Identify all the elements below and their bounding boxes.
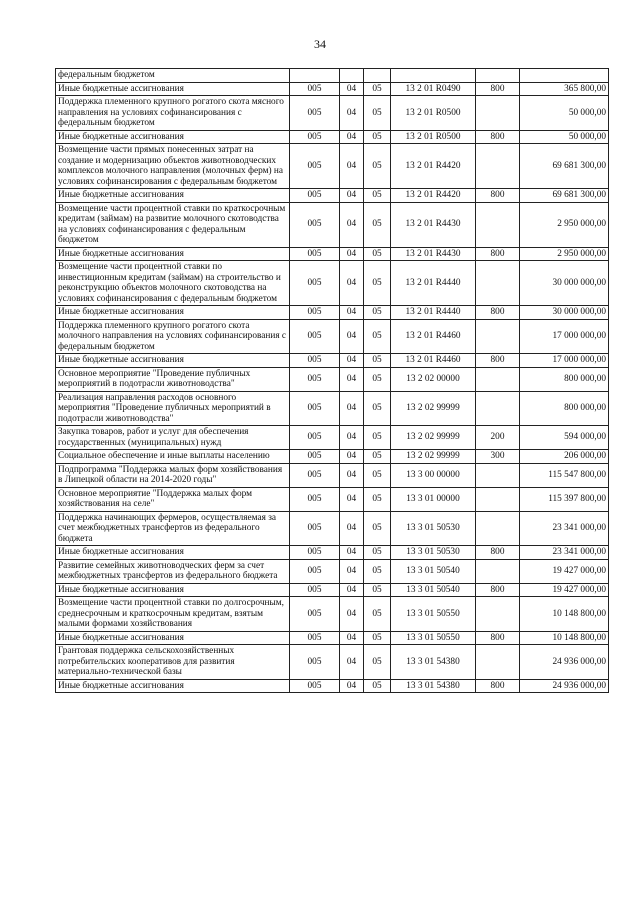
row-name-cell: Основное мероприятие "Проведение публичных мероприятий в подотрасли животноводства" — [56, 367, 290, 391]
amount-cell: 24 936 000,00 — [520, 679, 609, 693]
amount-cell: 2 950 000,00 — [520, 247, 609, 261]
subsection-code-cell: 05 — [364, 559, 391, 583]
row-name-cell: Возмещение части прямых понесенных затрат на создание и модернизацию объектов животноводческих комплексов молочного направления (молочных ферм) на условиях софинансирования с федеральным бюджетом — [56, 144, 290, 189]
subsection-code-cell: 05 — [364, 261, 391, 306]
ministry-code-cell: 005 — [290, 631, 340, 645]
row-name-cell: Социальное обеспечение и иные выплаты населению — [56, 450, 290, 464]
expense-type-cell — [476, 96, 520, 131]
section-code-cell: 04 — [340, 144, 364, 189]
target-article-cell: 13 3 01 50530 — [391, 546, 476, 560]
target-article-cell: 13 3 01 50550 — [391, 631, 476, 645]
section-code-cell: 04 — [340, 130, 364, 144]
amount-cell: 10 148 800,00 — [520, 631, 609, 645]
target-article-cell: 13 3 01 50550 — [391, 597, 476, 632]
ministry-code-cell: 005 — [290, 319, 340, 354]
amount-cell — [520, 69, 609, 83]
target-article-cell: 13 2 01 R0500 — [391, 96, 476, 131]
row-name-cell: Реализация направления расходов основного мероприятия "Проведение публичных мероприятий в подотрасли животноводства" — [56, 391, 290, 426]
table-row — [56, 96, 609, 131]
section-code-cell: 04 — [340, 559, 364, 583]
section-code-cell: 04 — [340, 546, 364, 560]
section-code-cell: 04 — [340, 319, 364, 354]
table-row — [56, 679, 609, 693]
amount-cell: 17 000 000,00 — [520, 319, 609, 354]
row-name-cell: Основное мероприятие "Поддержка малых форм хозяйствования на селе" — [56, 487, 290, 511]
expense-type-cell — [476, 511, 520, 546]
row-name-cell: Подпрограмма "Поддержка малых форм хозяйствования в Липецкой области на 2014-2020 годы" — [56, 463, 290, 487]
expense-type-cell — [476, 367, 520, 391]
amount-cell: 23 341 000,00 — [520, 546, 609, 560]
section-code-cell: 04 — [340, 189, 364, 203]
table-row — [56, 82, 609, 96]
section-code-cell: 04 — [340, 645, 364, 680]
row-name-cell: Возмещение части процентной ставки по инвестиционным кредитам (займам) на строительство и реконструкцию объектов молочного скотоводства на условиях софинансирования с федеральным бюджетом — [56, 261, 290, 306]
section-code-cell: 04 — [340, 583, 364, 597]
subsection-code-cell: 05 — [364, 82, 391, 96]
expense-type-cell: 800 — [476, 354, 520, 368]
subsection-code-cell: 05 — [364, 391, 391, 426]
row-name-cell: Закупка товаров, работ и услуг для обеспечения государственных (муниципальных) нужд — [56, 426, 290, 450]
row-name-cell: Поддержка племенного крупного рогатого скота молочного направления на условиях софинансирования с федеральным бюджетом — [56, 319, 290, 354]
section-code-cell: 04 — [340, 96, 364, 131]
expense-type-cell: 800 — [476, 583, 520, 597]
ministry-code-cell: 005 — [290, 426, 340, 450]
section-code-cell: 04 — [340, 597, 364, 632]
target-article-cell: 13 2 01 R4460 — [391, 319, 476, 354]
amount-cell: 10 148 800,00 — [520, 597, 609, 632]
expense-type-cell — [476, 645, 520, 680]
subsection-code-cell: 05 — [364, 306, 391, 320]
target-article-cell: 13 2 01 R4440 — [391, 261, 476, 306]
ministry-code-cell — [290, 69, 340, 83]
row-name-cell: Иные бюджетные ассигнования — [56, 189, 290, 203]
subsection-code-cell: 05 — [364, 354, 391, 368]
table-row — [56, 546, 609, 560]
ministry-code-cell: 005 — [290, 189, 340, 203]
amount-cell: 23 341 000,00 — [520, 511, 609, 546]
section-code-cell: 04 — [340, 487, 364, 511]
row-name-cell: Развитие семейных животноводческих ферм за счет межбюджетных трансфертов из федерального бюджета — [56, 559, 290, 583]
expense-type-cell: 800 — [476, 631, 520, 645]
section-code-cell: 04 — [340, 450, 364, 464]
target-article-cell: 13 2 01 R4420 — [391, 189, 476, 203]
expense-type-cell — [476, 597, 520, 632]
table-row — [56, 426, 609, 450]
table-row — [56, 597, 609, 632]
expense-type-cell: 800 — [476, 247, 520, 261]
row-name-cell: Иные бюджетные ассигнования — [56, 247, 290, 261]
amount-cell: 50 000,00 — [520, 130, 609, 144]
amount-cell: 19 427 000,00 — [520, 559, 609, 583]
table-row — [56, 247, 609, 261]
section-code-cell: 04 — [340, 463, 364, 487]
amount-cell: 800 000,00 — [520, 367, 609, 391]
section-code-cell: 04 — [340, 202, 364, 247]
table-row — [56, 144, 609, 189]
target-article-cell: 13 3 01 54380 — [391, 645, 476, 680]
amount-cell: 17 000 000,00 — [520, 354, 609, 368]
subsection-code-cell: 05 — [364, 679, 391, 693]
table-row — [56, 189, 609, 203]
amount-cell: 115 547 800,00 — [520, 463, 609, 487]
amount-cell: 594 000,00 — [520, 426, 609, 450]
row-name-cell: Иные бюджетные ассигнования — [56, 306, 290, 320]
section-code-cell: 04 — [340, 306, 364, 320]
section-code-cell: 04 — [340, 426, 364, 450]
row-name-cell: Иные бюджетные ассигнования — [56, 354, 290, 368]
ministry-code-cell: 005 — [290, 367, 340, 391]
amount-cell: 800 000,00 — [520, 391, 609, 426]
subsection-code-cell: 05 — [364, 450, 391, 464]
section-code-cell: 04 — [340, 391, 364, 426]
expense-type-cell: 800 — [476, 82, 520, 96]
subsection-code-cell: 05 — [364, 645, 391, 680]
ministry-code-cell: 005 — [290, 583, 340, 597]
subsection-code-cell: 05 — [364, 96, 391, 131]
table-row — [56, 367, 609, 391]
row-name-cell: Иные бюджетные ассигнования — [56, 679, 290, 693]
amount-cell: 115 397 800,00 — [520, 487, 609, 511]
row-name-cell: Иные бюджетные ассигнования — [56, 583, 290, 597]
expense-type-cell: 800 — [476, 130, 520, 144]
target-article-cell: 13 3 01 50540 — [391, 583, 476, 597]
expense-type-cell — [476, 319, 520, 354]
row-name-cell: Поддержка начинающих фермеров, осуществляемая за счет межбюджетных трансфертов из федерального бюджета — [56, 511, 290, 546]
page-number: 34 — [314, 37, 326, 51]
expense-type-cell — [476, 69, 520, 83]
table-row — [56, 130, 609, 144]
section-code-cell: 04 — [340, 247, 364, 261]
row-name-cell: Грантовая поддержка сельскохозяйственных потребительских кооперативов для развития материально-технической базы — [56, 645, 290, 680]
target-article-cell: 13 2 01 R4420 — [391, 144, 476, 189]
amount-cell: 30 000 000,00 — [520, 306, 609, 320]
expense-type-cell: 800 — [476, 306, 520, 320]
subsection-code-cell: 05 — [364, 597, 391, 632]
row-name-cell: федеральным бюджетом — [56, 69, 290, 83]
section-code-cell: 04 — [340, 511, 364, 546]
amount-cell: 50 000,00 — [520, 96, 609, 131]
section-code-cell: 04 — [340, 261, 364, 306]
amount-cell: 2 950 000,00 — [520, 202, 609, 247]
amount-cell: 69 681 300,00 — [520, 189, 609, 203]
ministry-code-cell: 005 — [290, 96, 340, 131]
section-code-cell: 04 — [340, 354, 364, 368]
target-article-cell: 13 3 01 50530 — [391, 511, 476, 546]
expense-type-cell — [476, 261, 520, 306]
subsection-code-cell: 05 — [364, 319, 391, 354]
expense-type-cell — [476, 391, 520, 426]
target-article-cell: 13 2 01 R0490 — [391, 82, 476, 96]
row-name-cell: Поддержка племенного крупного рогатого скота мясного направления на условиях софинансирования с федеральным бюджетом — [56, 96, 290, 131]
subsection-code-cell — [364, 69, 391, 83]
target-article-cell: 13 2 02 00000 — [391, 367, 476, 391]
amount-cell: 365 800,00 — [520, 82, 609, 96]
ministry-code-cell: 005 — [290, 354, 340, 368]
section-code-cell — [340, 69, 364, 83]
subsection-code-cell: 05 — [364, 426, 391, 450]
ministry-code-cell: 005 — [290, 391, 340, 426]
ministry-code-cell: 005 — [290, 463, 340, 487]
table-row — [56, 319, 609, 354]
table-row — [56, 391, 609, 426]
ministry-code-cell: 005 — [290, 546, 340, 560]
table-row — [56, 261, 609, 306]
table-row — [56, 487, 609, 511]
row-name-cell: Иные бюджетные ассигнования — [56, 546, 290, 560]
expense-type-cell — [476, 463, 520, 487]
subsection-code-cell: 05 — [364, 546, 391, 560]
table-row — [56, 645, 609, 680]
subsection-code-cell: 05 — [364, 247, 391, 261]
target-article-cell: 13 3 00 00000 — [391, 463, 476, 487]
row-name-cell: Иные бюджетные ассигнования — [56, 82, 290, 96]
amount-cell: 24 936 000,00 — [520, 645, 609, 680]
target-article-cell: 13 2 01 R4430 — [391, 202, 476, 247]
table-row — [56, 354, 609, 368]
ministry-code-cell: 005 — [290, 450, 340, 464]
ministry-code-cell: 005 — [290, 679, 340, 693]
subsection-code-cell: 05 — [364, 487, 391, 511]
ministry-code-cell: 005 — [290, 202, 340, 247]
table-row — [56, 559, 609, 583]
ministry-code-cell: 005 — [290, 645, 340, 680]
table-row — [56, 583, 609, 597]
table-row — [56, 69, 609, 83]
table-row — [56, 450, 609, 464]
target-article-cell: 13 3 01 54380 — [391, 679, 476, 693]
expense-type-cell — [476, 202, 520, 247]
subsection-code-cell: 05 — [364, 511, 391, 546]
expense-type-cell — [476, 559, 520, 583]
subsection-code-cell: 05 — [364, 189, 391, 203]
target-article-cell: 13 2 02 99999 — [391, 450, 476, 464]
ministry-code-cell: 005 — [290, 487, 340, 511]
amount-cell: 206 000,00 — [520, 450, 609, 464]
ministry-code-cell: 005 — [290, 144, 340, 189]
section-code-cell: 04 — [340, 679, 364, 693]
expense-type-cell: 800 — [476, 546, 520, 560]
target-article-cell: 13 2 01 R4440 — [391, 306, 476, 320]
ministry-code-cell: 005 — [290, 247, 340, 261]
row-name-cell: Иные бюджетные ассигнования — [56, 631, 290, 645]
section-code-cell: 04 — [340, 82, 364, 96]
subsection-code-cell: 05 — [364, 463, 391, 487]
subsection-code-cell: 05 — [364, 202, 391, 247]
expense-type-cell: 800 — [476, 189, 520, 203]
budget-table — [55, 68, 609, 693]
ministry-code-cell: 005 — [290, 511, 340, 546]
row-name-cell: Возмещение части процентной ставки по долгосрочным, среднесрочным и краткосрочным кредитам, взятым малыми формами хозяйствования — [56, 597, 290, 632]
table-row — [56, 511, 609, 546]
expense-type-cell: 300 — [476, 450, 520, 464]
target-article-cell: 13 2 02 99999 — [391, 426, 476, 450]
target-article-cell: 13 2 02 99999 — [391, 391, 476, 426]
target-article-cell — [391, 69, 476, 83]
target-article-cell: 13 2 01 R4460 — [391, 354, 476, 368]
subsection-code-cell: 05 — [364, 144, 391, 189]
ministry-code-cell: 005 — [290, 130, 340, 144]
expense-type-cell: 800 — [476, 679, 520, 693]
ministry-code-cell: 005 — [290, 261, 340, 306]
section-code-cell: 04 — [340, 367, 364, 391]
amount-cell: 19 427 000,00 — [520, 583, 609, 597]
section-code-cell: 04 — [340, 631, 364, 645]
subsection-code-cell: 05 — [364, 130, 391, 144]
ministry-code-cell: 005 — [290, 82, 340, 96]
target-article-cell: 13 3 01 50540 — [391, 559, 476, 583]
row-name-cell: Иные бюджетные ассигнования — [56, 130, 290, 144]
table-row — [56, 463, 609, 487]
amount-cell: 69 681 300,00 — [520, 144, 609, 189]
ministry-code-cell: 005 — [290, 306, 340, 320]
target-article-cell: 13 2 01 R0500 — [391, 130, 476, 144]
target-article-cell: 13 2 01 R4430 — [391, 247, 476, 261]
subsection-code-cell: 05 — [364, 367, 391, 391]
ministry-code-cell: 005 — [290, 597, 340, 632]
table-row — [56, 202, 609, 247]
table-row — [56, 306, 609, 320]
expense-type-cell — [476, 144, 520, 189]
amount-cell: 30 000 000,00 — [520, 261, 609, 306]
table-row — [56, 631, 609, 645]
target-article-cell: 13 3 01 00000 — [391, 487, 476, 511]
subsection-code-cell: 05 — [364, 583, 391, 597]
subsection-code-cell: 05 — [364, 631, 391, 645]
row-name-cell: Возмещение части процентной ставки по краткосрочным кредитам (займам) на развитие молочного скотоводства на условиях софинансирования с федеральным бюджетом — [56, 202, 290, 247]
ministry-code-cell: 005 — [290, 559, 340, 583]
expense-type-cell: 200 — [476, 426, 520, 450]
expense-type-cell — [476, 487, 520, 511]
